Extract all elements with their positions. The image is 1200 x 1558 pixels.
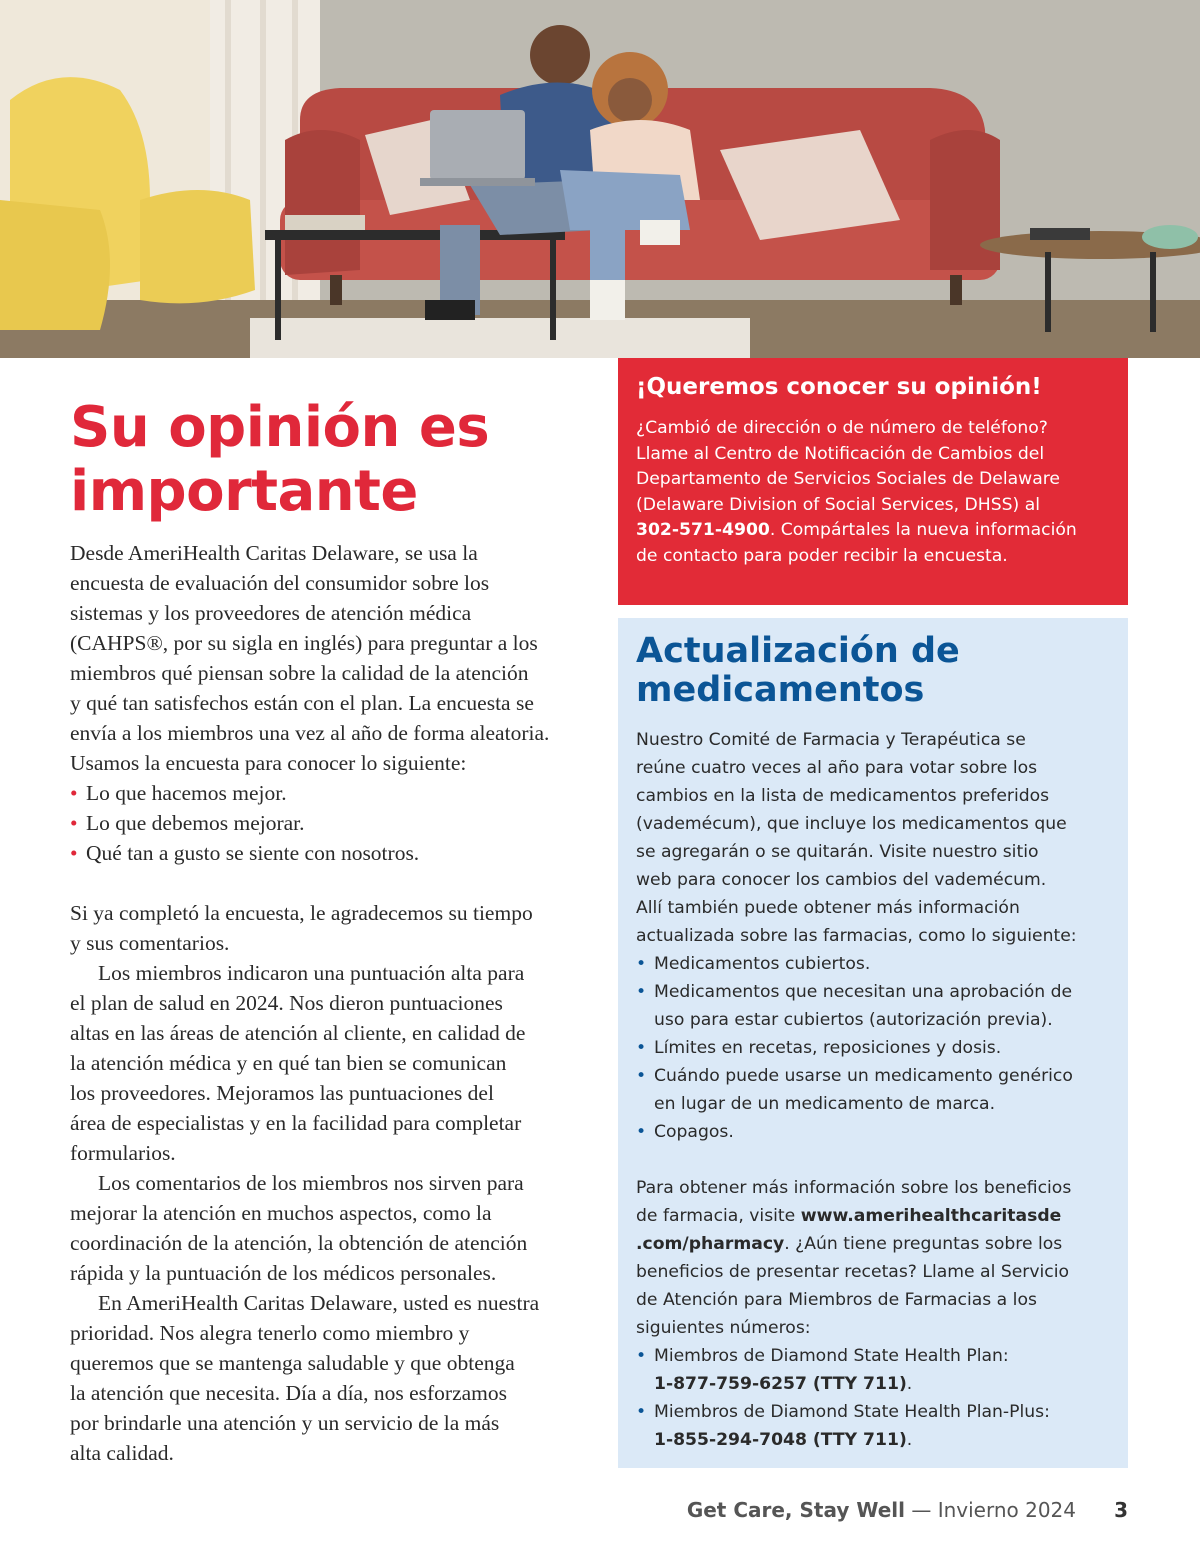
medication-line: Allí también puede obtener más información xyxy=(636,898,1020,918)
intro-line: y qué tan satisfechos están con el plan. La encuesta se xyxy=(70,691,534,715)
list-item: • Qué tan a gusto se siente con nosotros. xyxy=(70,838,600,868)
callout-line: Llame al Centro de Notificación de Cambios del xyxy=(636,443,1045,464)
page-number: 3 xyxy=(1114,1498,1128,1522)
medication-line: (vademécum), que incluye los medicamentos que xyxy=(636,814,1067,834)
list-item: • Lo que hacemos mejor. xyxy=(70,778,600,808)
survey-bullets xyxy=(70,778,600,868)
plan-label: • Miembros de Diamond State Health Plan: xyxy=(654,1346,1009,1366)
priority-line: En AmeriHealth Caritas Delaware, usted es nuestra xyxy=(98,1291,540,1315)
feedback-line: mejorar la atención en muchos aspectos, como la xyxy=(70,1201,492,1225)
list-item-text: en lugar de un medicamento de marca. xyxy=(654,1094,996,1114)
intro-line: (CAHPS®, por su sigla en inglés) para preguntar a los xyxy=(70,631,538,655)
footer-season: Invierno 2024 xyxy=(937,1498,1076,1522)
callout-line: de contacto para poder recibir la encuesta. xyxy=(636,545,1008,566)
intro-line: envía a los miembros una vez al año de forma aleatoria. xyxy=(70,721,550,745)
intro-line: Usamos la encuesta para conocer lo siguiente: xyxy=(70,751,467,775)
period: . xyxy=(906,1430,913,1450)
pharmacy-phone-list xyxy=(636,1342,1110,1454)
scores-line: la atención médica y en qué tan bien se comunican xyxy=(70,1051,507,1075)
hero-photo xyxy=(0,0,1200,358)
article-title xyxy=(70,396,600,524)
scores-line: altas en las áreas de atención al cliente, en calidad de xyxy=(70,1021,526,1045)
footer-brand: Get Care, Stay Well xyxy=(686,1498,905,1522)
list-item xyxy=(636,1398,1110,1454)
list-item xyxy=(636,978,1110,1034)
period: . xyxy=(906,1374,913,1394)
feedback-line: Los comentarios de los miembros nos sirven para xyxy=(98,1171,524,1195)
medication-line: Nuestro Comité de Farmacia y Terapéutica se xyxy=(636,730,1026,750)
pharmacy-info-list xyxy=(636,950,1110,1146)
list-item xyxy=(636,950,1110,978)
intro-line: Desde AmeriHealth Caritas Delaware, se usa la xyxy=(70,541,478,565)
list-item-text: • Medicamentos que necesitan una aprobación de xyxy=(654,982,1073,1002)
contact-line xyxy=(636,1202,1110,1230)
medication-update-box xyxy=(618,618,1128,1468)
pharmacy-contact-paragraph xyxy=(636,1174,1110,1454)
plan-label: • Miembros de Diamond State Health Plan-Plus: xyxy=(654,1402,1050,1422)
plan-phone-line xyxy=(654,1426,1110,1454)
medication-line: actualizada sobre las farmacias, como lo siguiente: xyxy=(636,926,1077,946)
article-title-line1: Su opinión es xyxy=(70,395,490,460)
list-item xyxy=(636,1034,1110,1062)
list-item-text: • Copagos. xyxy=(654,1122,734,1142)
thanks-paragraph xyxy=(70,898,600,958)
callout-text xyxy=(636,416,1110,569)
intro-line: sistemas y los proveedores de atención médica xyxy=(70,601,472,625)
contact-line: de Atención para Miembros de Farmacias a los xyxy=(636,1290,1037,1310)
list-item-text: • Límites en recetas, reposiciones y dosis. xyxy=(654,1038,1002,1058)
contact-line: siguientes números: xyxy=(636,1318,811,1338)
medication-title xyxy=(636,632,1110,710)
feedback-line: coordinación de la atención, la obtención de atención xyxy=(70,1231,528,1255)
callout-line: Departamento de Servicios Sociales de Delaware xyxy=(636,469,1060,489)
priority-paragraph xyxy=(70,1288,600,1468)
scores-line: área de especialistas y en la facilidad para completar xyxy=(70,1111,522,1135)
feedback-line: rápida y la puntuación de los médicos personales. xyxy=(70,1261,497,1285)
medication-line: reúne cuatro veces al año para votar sobre los xyxy=(636,758,1038,778)
scores-paragraph xyxy=(70,958,600,1168)
scores-line: formularios. xyxy=(70,1141,176,1165)
thanks-line: y sus comentarios. xyxy=(70,931,230,955)
medication-line: web para conocer los cambios del vademécum. xyxy=(636,870,1047,890)
contact-text: de farmacia, visite xyxy=(636,1206,801,1226)
footer-publication xyxy=(687,1498,1076,1522)
list-item xyxy=(636,1342,1110,1398)
priority-line: la atención que necesita. Día a día, nos esforzamos xyxy=(70,1381,507,1405)
contact-line xyxy=(636,1230,1110,1258)
feedback-paragraph xyxy=(70,1168,600,1288)
intro-line: encuesta de evaluación del consumidor sobre los xyxy=(70,571,490,595)
callout-after-phone: . Compártales la nueva información xyxy=(769,520,1077,540)
list-item-text: • Medicamentos cubiertos. xyxy=(654,954,871,974)
dhss-phone-link[interactable]: 302-571-4900 xyxy=(636,520,770,540)
thanks-line: Si ya completó la encuesta, le agradecemos su tiempo xyxy=(70,901,533,925)
priority-line: por brindarle una atención y un servicio de la más xyxy=(70,1411,500,1435)
scores-line: Los miembros indicaron una puntuación alta para xyxy=(98,961,525,985)
scores-line: los proveedores. Mejoramos las puntuaciones del xyxy=(70,1081,494,1105)
list-item xyxy=(636,1118,1110,1146)
article-column xyxy=(70,396,600,1468)
contact-line: beneficios de presentar recetas? Llame al Servicio xyxy=(636,1262,1070,1282)
callout-title: ¡Queremos conocer su opinión! xyxy=(636,374,1042,400)
plan-phone-link[interactable]: 1-855-294-7048 (TTY 711) xyxy=(654,1430,907,1450)
callout-phone-line xyxy=(636,518,1110,544)
opinion-callout xyxy=(618,358,1128,605)
pharmacy-url-link[interactable]: www.amerihealthcaritasde xyxy=(800,1206,1062,1226)
plan-phone-line xyxy=(654,1370,1110,1398)
priority-line: prioridad. Nos alegra tenerlo como miembro y xyxy=(70,1321,470,1345)
medication-paragraph xyxy=(636,726,1110,1454)
list-item-text: uso para estar cubiertos (autorización previa). xyxy=(654,1010,1053,1030)
intro-paragraph xyxy=(70,538,600,778)
contact-text: . ¿Aún tiene preguntas sobre los xyxy=(784,1234,1063,1254)
medication-title-line2: medicamentos xyxy=(636,670,925,710)
contact-line: Para obtener más información sobre los beneficios xyxy=(636,1178,1072,1198)
intro-line: miembros qué piensan sobre la calidad de la atención xyxy=(70,661,529,685)
priority-line: alta calidad. xyxy=(70,1441,174,1465)
plan-phone-link[interactable]: 1-877-759-6257 (TTY 711) xyxy=(654,1374,907,1394)
callout-line: ¿Cambió de dirección o de número de teléfono? xyxy=(636,418,1048,438)
medication-line: se agregarán o se quitarán. Visite nuestro sitio xyxy=(636,842,1039,862)
scores-line: el plan de salud en 2024. Nos dieron puntuaciones xyxy=(70,991,503,1015)
list-item: • Lo que debemos mejorar. xyxy=(70,808,600,838)
list-item xyxy=(636,1062,1110,1118)
pharmacy-url-link-cont[interactable]: .com/pharmacy xyxy=(636,1234,785,1254)
medication-title-line1: Actualización de xyxy=(636,631,960,671)
medication-line: cambios en la lista de medicamentos preferidos xyxy=(636,786,1050,806)
article-title-line2: importante xyxy=(70,459,418,524)
footer-dash: — xyxy=(904,1498,938,1522)
priority-line: queremos que se mantenga saludable y que obtenga xyxy=(70,1351,515,1375)
list-item-text: • Cuándo puede usarse un medicamento genérico xyxy=(654,1066,1073,1086)
callout-line: (Delaware Division of Social Services, DHSS) al xyxy=(636,494,1041,515)
couple-on-sofa-illustration xyxy=(0,0,1200,358)
